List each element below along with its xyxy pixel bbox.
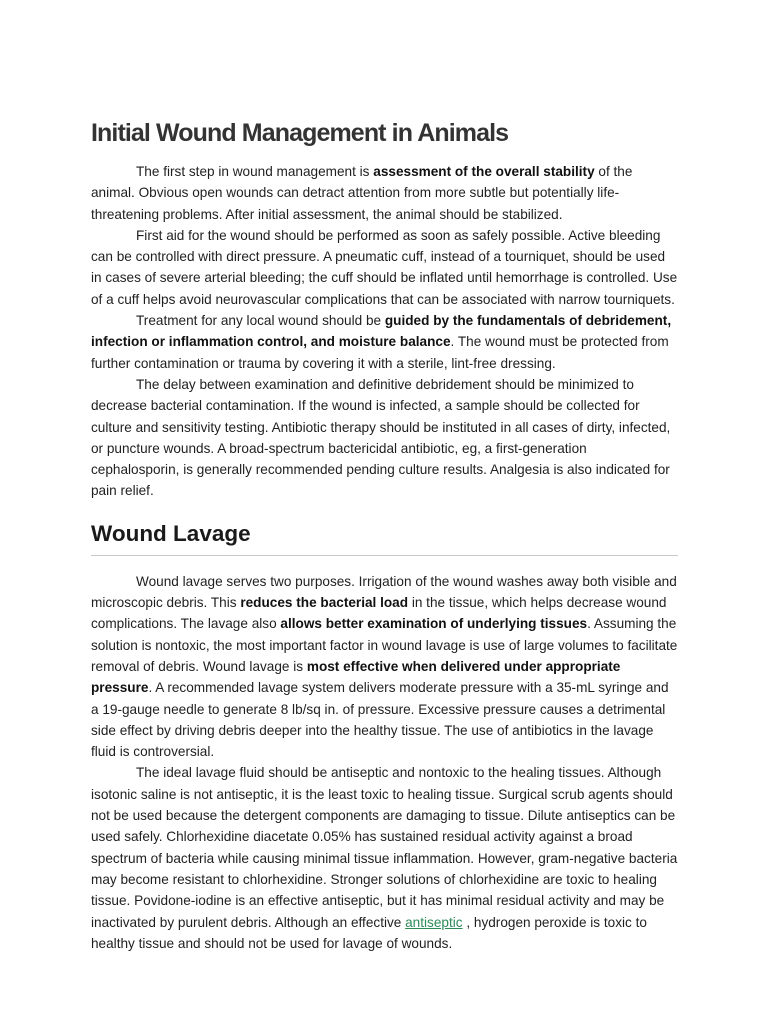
antiseptic-link[interactable]: antiseptic xyxy=(405,914,463,930)
paragraph-assessment xyxy=(91,161,678,225)
bold-text: guided by the fundamentals of debridement, infection or inflammation control, and moisture balance xyxy=(91,313,672,350)
section-heading-wound-lavage: Wound Lavage xyxy=(91,519,678,556)
text-run: . The wound must be protected from further contamination or trauma by covering it with a sterile, lint-free dressing. xyxy=(91,334,669,371)
bold-text: reduces the bacterial load xyxy=(240,595,409,611)
page-title: Initial Wound Management in Animals xyxy=(91,119,509,147)
document-page xyxy=(91,117,678,954)
paragraph-debridement-delay: The delay between examination and definitive debridement should be minimized to decrease bacterial contamination. If the wound is infected, a sample should be collected for culture and sensitivity testing. Antibiotic therapy should be instituted in all cases of dirty, infected, or puncture wounds. A broad-spectrum bactericidal antibiotic, eg, a first-generation cephalosporin, is generally recommended pending culture results. Analgesia is also indicated for pain relief. xyxy=(91,376,671,499)
paragraph-first-aid: First aid for the wound should be performed as soon as safely possible. Active bleeding can be controlled with direct pressure. A pneumatic cuff, instead of a tourniquet, should be used in cases of severe arterial bleeding; the cuff should be inflated until hemorrhage is controlled. Use of a cuff helps avoid neurovascular complications that can be associated with narrow tourniquets. xyxy=(91,227,678,307)
text-run: , hydrogen peroxide is toxic to healthy tissue and should not be used for lavage of wounds. xyxy=(91,914,647,951)
bold-text: allows better examination of underlying tissues xyxy=(280,616,588,632)
text-run: The first step in wound management is xyxy=(136,164,374,179)
text-run: . Assuming the solution is nontoxic, the most important factor in wound lavage is use of large volumes to facilitate removal of debris. Wound lavage is xyxy=(91,616,678,674)
paragraph-lavage-purposes xyxy=(91,571,678,763)
text-run: The ideal lavage fluid should be antiseptic and nontoxic to the healing tissues. Although isotonic saline is not antiseptic, it is the least toxic to healing tissue. Surgical scrub agents should not be used because the detergent components are damaging to tissue. Dilute antiseptics can be used safely. Chlorhexidine diacetate 0.05% has sustained residual activity against a broad spectrum of bacteria while causing minimal tissue inflammation. However, gram-negative bacteria may become resistant to chlorhexidine. Stronger solutions of chlorhexidine are toxic to healing tissue. Povidone-iodine is an effective antiseptic, but it has minimal residual activity and may be inactivated by purulent debris. Although an effective xyxy=(91,765,678,930)
text-run: in the tissue, which helps decrease wound complications. The lavage also xyxy=(91,595,667,632)
bold-text: most effective when delivered under appropriate pressure xyxy=(91,658,621,696)
paragraph-lavage-fluid xyxy=(91,762,678,954)
text-run: Wound lavage serves two purposes. Irrigation of the wound washes away both visible and microscopic debris. This xyxy=(91,573,677,611)
text-run: . A recommended lavage system delivers moderate pressure with a 35-mL syringe and a 19-gauge needle to generate 8 lb/sq in. of pressure. Excessive pressure causes a detrimental side effect by driving debris deeper into the healthy tissue. The use of antibiotics in the lavage fluid is controversial. xyxy=(91,680,669,760)
text-run: of the animal. Obvious open wounds can detract attention from more subtle but potentially life-threatening problems. After initial assessment, the animal should be stabilized. xyxy=(91,164,633,222)
section-initial-management xyxy=(91,161,678,502)
text-run: Treatment for any local wound should be xyxy=(136,313,385,329)
bold-text: assessment of the overall stability xyxy=(373,164,595,179)
section-wound-lavage xyxy=(91,571,678,954)
paragraph-treatment xyxy=(91,310,678,374)
